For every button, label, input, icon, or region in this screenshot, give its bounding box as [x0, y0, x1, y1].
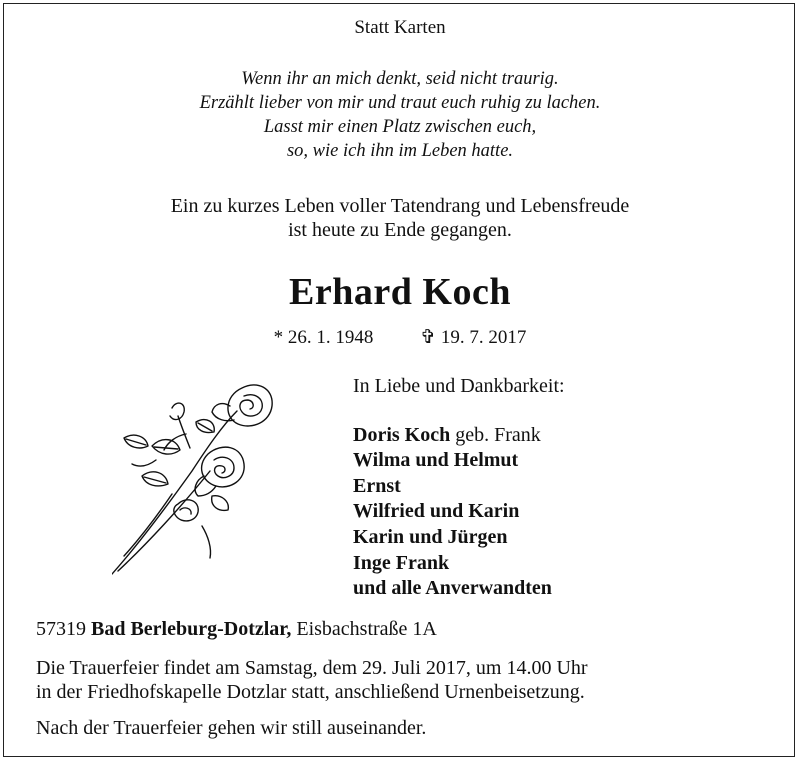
poem-line: so, wie ich ihn im Leben hatte.	[286, 141, 514, 161]
mourner-name: Doris Koch	[353, 423, 451, 446]
mourner-entry	[353, 423, 565, 449]
deceased-name: Erhard Koch	[289, 271, 511, 313]
mourner-name: Ernst	[353, 474, 401, 497]
mourner-name: Wilma und Helmut	[353, 449, 519, 472]
poem	[0, 67, 800, 163]
mourner-name: Wilfried und Karin	[353, 500, 520, 523]
intro-text	[0, 194, 800, 242]
mourner-name: Karin und Jürgen	[353, 525, 508, 548]
mourner-entry	[353, 474, 565, 500]
notice-header: Statt Karten	[354, 17, 446, 38]
mourner-entry	[353, 499, 565, 525]
mourners-block	[353, 374, 565, 602]
death-date: ✞ 19. 7. 2017	[420, 327, 527, 348]
mourner-entry	[353, 576, 565, 602]
thanks-line: In Liebe und Dankbarkeit:	[353, 375, 565, 397]
mourner-name: Inge Frank	[353, 551, 450, 574]
life-dates	[0, 326, 800, 349]
ceremony-line: in der Friedhofskapelle Dotzlar statt, anschließend Urnenbeisetzung.	[36, 681, 585, 703]
zip-code: 57319	[36, 618, 91, 640]
address-line	[36, 617, 437, 641]
street-name: Eisbachstraße 1A	[291, 618, 437, 640]
ceremony-info	[36, 656, 588, 704]
intro-line: ist heute zu Ende gegangen.	[288, 219, 512, 241]
ceremony-line: Die Trauerfeier findet am Samstag, dem 29. Juli 2017, um 14.00 Uhr	[36, 657, 588, 679]
mourner-entry	[353, 525, 565, 551]
poem-line: Wenn ihr an mich denkt, seid nicht traurig.	[241, 69, 559, 89]
town-name: Bad Berleburg-Dotzlar,	[91, 618, 292, 640]
poem-line: Lasst mir einen Platz zwischen euch,	[263, 117, 537, 137]
poem-line: Erzählt lieber von mir und traut euch ruhig zu lachen.	[199, 93, 601, 113]
mourner-entry	[353, 448, 565, 474]
closing-note: Nach der Trauerfeier gehen wir still auseinander.	[36, 717, 427, 739]
mourner-entry	[353, 551, 565, 577]
mourner-name: und alle Anverwandten	[353, 577, 552, 600]
birth-date: * 26. 1. 1948	[273, 327, 374, 348]
mourner-maiden-name: geb. Frank	[450, 423, 541, 446]
rose-illustration	[112, 376, 282, 576]
intro-line: Ein zu kurzes Leben voller Tatendrang und Lebensfreude	[170, 195, 630, 217]
